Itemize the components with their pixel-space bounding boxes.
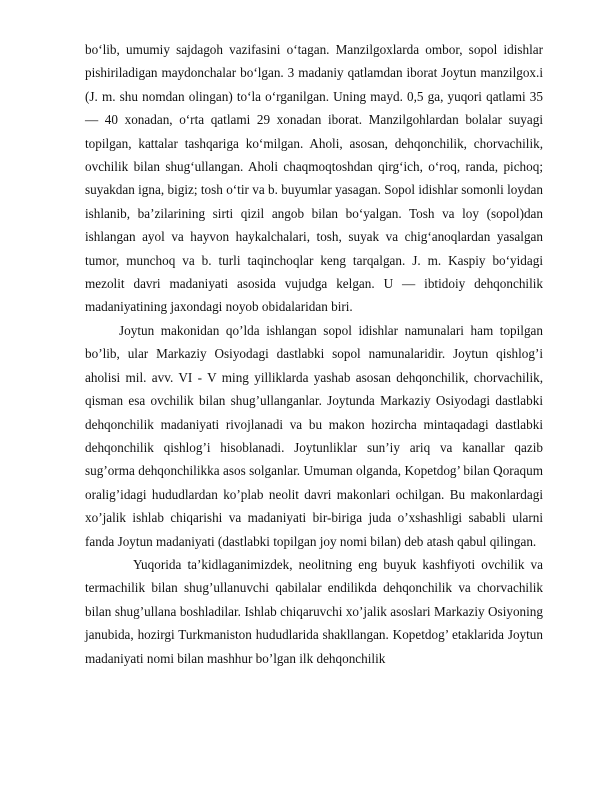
paragraph-2: Joytun makonidan qo’lda ishlangan sopol idishlar namunalari ham topilgan bo’lib, ular Markaziy Osiyodagi dastlabki sopol namunalaridir. Joytun qishlog’i aholisi mil. avv. VI - V ming yilliklarda yashab asosan dehqonchilik, chorvachilik, qisman esa ovchilik bilan shug’ullanganlar. Joytunda Markaziy Osiyodagi dastlabki dehqonchilik madaniyati rivojlanadi va bu makon hozircha mintaqadagi dastlabki dehqonchilik qishlog’i hisoblanadi. Joytunliklar sun’iy ariq va kanallar qazib sug’orma dehqonchilikka asos solganlar. Umuman olganda, Kopetdog’ bilan Qoraqum oralig’idagi hududlardan ko’plab neolit davri makonlari ochilgan. Bu makonlardagi xo’jalik ishlab chiqarishi va madaniyati bir-biriga juda o’xshashligi sababli ularni fanda Joytun madaniyati (dastlabki topilgan joy nomi bilan) deb atash qabul qilingan. bbox=[85, 322, 543, 549]
paragraph-1: bo‘lib, umumiy sajdagoh vazifasini o‘tagan. Manzilgoxlarda ombor, sopol idishlar pishiriladigan maydonchalar bo‘lgan. 3 madaniy qatlamdan iborat Joytun manzilgox.i (J. m. shu nomdan olingan) to‘la o‘rganilgan. Uning mayd. 0,5 ga, yuqori qatlami 35 — 40 xonadan, o‘rta qatlami 29 xonadan iborat. Manzilgohlardan bolalar suyagi topilgan, kattalar tashqariga ko‘milgan. Aholi, asosan, dehqonchilik, chorvachilik, ovchilik bilan shug‘ullangan. Aholi chaqmoqtoshdan qirg‘ich, o‘roq, randa, pichoq; suyakdan igna, bigiz; tosh o‘tir va b. buyumlar yasagan. Sopol idishlar somonli loydan ishlanib, ba’zilarining sirti qizil angob bilan bo‘yalgan. Tosh va loy (sopol)dan ishlangan ayol va hayvon haykalchalari, tosh, suyak va chig‘anoqlardan yasalgan tumor, munchoq va b. turli taqinchoqlar keng tarqalgan. J. m. Kaspiy bo‘yidagi mezolit davri madaniyati asosida vujudga kelgan. U — ibtidoiy dehqonchilik madaniyatining jaxondagi noyob obidalaridan biri. bbox=[85, 42, 543, 315]
paragraph-3: Yuqorida ta’kidlaganimizdek, neolitning eng buyuk kashfiyoti ovchilik va termachilik bilan shug’ullanuvchi qabilalar endilikda dehqonchilik va chorvachilik bilan shug’ullana boshladilar. Ishlab chiqaruvchi xo’jalik asoslari Markaziy Osiyoning janubida, hozirgi Turkmaniston hududlarida shakllangan. Kopetdog’ etaklarida Joytun madaniyati nomi bilan mashhur bo’lgan ilk dehqonchilik bbox=[85, 556, 543, 666]
document-page bbox=[85, 38, 543, 670]
